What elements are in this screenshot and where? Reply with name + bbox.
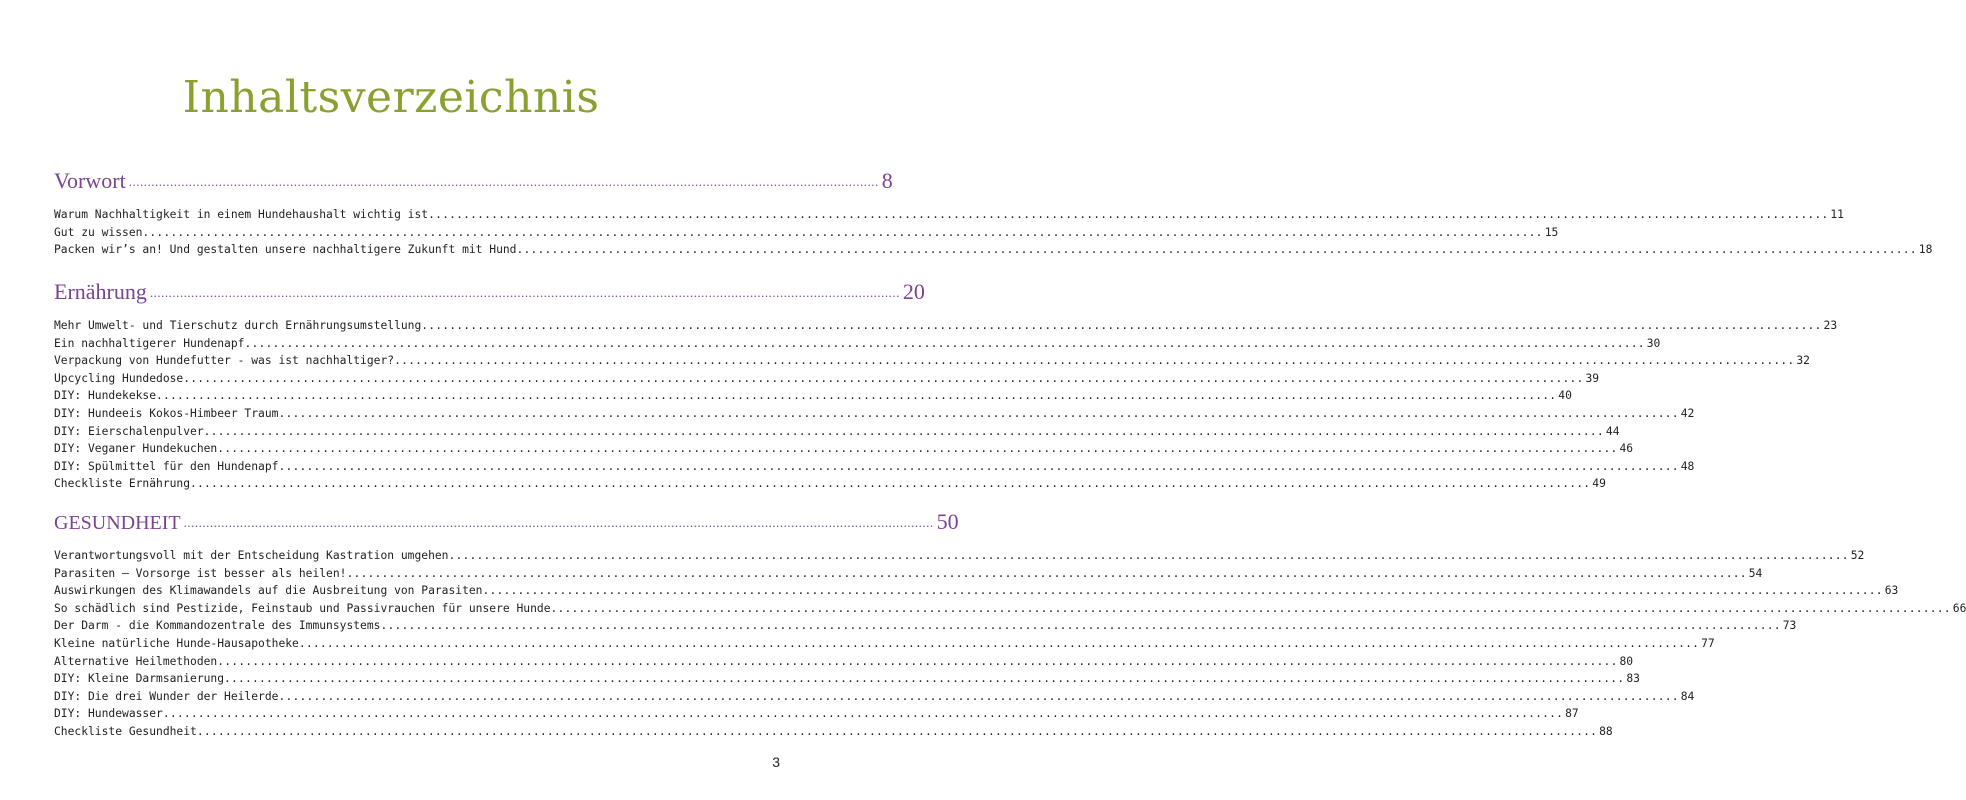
toc-entry-label: Verpackung von Hundefutter - was ist nachhaltiger?: [54, 354, 395, 368]
toc-entry-page-number: 18: [1918, 243, 1933, 257]
page-title: Inhaltsverzeichnis: [182, 72, 600, 123]
dot-leader: ........................................................................................................................................................................................................: [190, 477, 1591, 491]
toc-entry-page-number: 42: [1680, 406, 1695, 420]
section-heading-label: GESUNDHEIT: [54, 512, 181, 534]
toc-entry[interactable]: [54, 459, 1695, 478]
toc-entry-label: Warum Nachhaltigkeit in einem Hundehaushalt wichtig ist: [54, 208, 429, 221]
toc-entry-page-number: 39: [1585, 371, 1600, 385]
dot-leader: ........................................................................................................................................................................................................: [516, 243, 1917, 257]
page-number: 3: [772, 754, 780, 770]
toc-entry[interactable]: [54, 371, 1600, 390]
toc-entry[interactable]: [54, 689, 1695, 708]
toc-entry-label: DIY: Hundewasser: [54, 707, 163, 721]
dot-leader: ........................................................................................................................................................................................................: [278, 459, 1679, 473]
toc-entry-page-number: 40: [1558, 389, 1572, 403]
toc-entry[interactable]: [54, 319, 1838, 337]
toc-entry[interactable]: [54, 406, 1695, 425]
toc-entry[interactable]: [54, 654, 1634, 673]
entry-list: [54, 208, 1933, 261]
toc-entry[interactable]: [54, 707, 1579, 725]
entry-list: [54, 549, 1966, 743]
toc-entry[interactable]: [54, 354, 1810, 372]
dot-leader: ........................................................................................................................................................................................................: [448, 549, 1849, 562]
toc-entry-page-number: 44: [1605, 424, 1620, 438]
toc-entry[interactable]: [54, 225, 1559, 244]
toc-entry-label: So schädlich sind Pestizide, Feinstaub und Passivrauchen für unsere Hunde: [54, 601, 551, 615]
dot-leader: ........................................................................................................................................................................................................: [550, 601, 1951, 615]
toc-entry-label: Verantwortungsvoll mit der Entscheidung Kastration umgehen: [54, 549, 449, 562]
toc-entry-page-number: 23: [1823, 319, 1838, 332]
toc-entry-label: Checkliste Ernährung: [54, 477, 191, 491]
toc-entry-label: DIY: Kleine Darmsanierung: [54, 672, 225, 686]
dot-leader: ........................................................................................................................................................................................................: [380, 619, 1781, 633]
section-page-number: 20: [902, 279, 925, 304]
toc-entry-page-number: 73: [1782, 619, 1797, 633]
toc-entry-page-number: 11: [1830, 208, 1844, 221]
section-heading[interactable]: [54, 279, 925, 307]
toc-entry[interactable]: [54, 336, 1661, 355]
section-page-number: 50: [936, 509, 959, 534]
dot-leader: ........................................................................................................................................................................................................: [156, 389, 1557, 403]
section-heading[interactable]: [54, 168, 893, 196]
toc-entry[interactable]: [54, 619, 1797, 637]
toc-entry-page-number: 83: [1626, 672, 1640, 686]
section-ernaehrung: [54, 279, 1838, 495]
dot-leader: ........................................................................................................................................................................................................: [203, 424, 1604, 438]
toc-entry-page-number: 52: [1850, 549, 1865, 562]
dot-leader: ........................................................................................................................................................................................................: [217, 442, 1618, 456]
dot-leader: ........................................................................................................................................................................................................: [196, 724, 1598, 738]
toc-entry[interactable]: [54, 424, 1620, 443]
dot-leader: ........................................................................................................................................................................................................: [346, 566, 1747, 580]
toc-entry-label: Parasiten – Vorsorge ist besser als heilen!: [54, 566, 347, 580]
toc-entry[interactable]: [54, 672, 1640, 690]
dot-leader: ........................................................................................................................................................................................................: [149, 285, 900, 300]
entry-list: [54, 319, 1838, 495]
dot-leader: ........................................................................................................................................................................................................: [278, 689, 1679, 703]
toc-entry-label: DIY: Spülmittel für den Hundenapf: [54, 459, 279, 473]
section-heading-label: Ernährung: [54, 279, 147, 304]
toc-entry[interactable]: [54, 208, 1844, 226]
dot-leader: ........................................................................................................................................................................................................: [128, 174, 879, 189]
dot-leader: ........................................................................................................................................................................................................: [482, 584, 1883, 598]
section-gesundheit: [54, 509, 1966, 743]
toc-entry-page-number: 30: [1646, 336, 1661, 350]
toc-entry[interactable]: [54, 566, 1763, 585]
toc-entry-page-number: 77: [1701, 636, 1715, 650]
toc-entry-page-number: 80: [1619, 654, 1634, 668]
section-heading-label: Vorwort: [54, 168, 126, 193]
dot-leader: ........................................................................................................................................................................................................: [244, 336, 1645, 350]
toc-entry-label: Checkliste Gesundheit: [54, 724, 197, 738]
toc-entry-label: Mehr Umwelt- und Tierschutz durch Ernährungsumstellung: [54, 319, 422, 332]
toc-entry-page-number: 15: [1544, 225, 1559, 239]
dot-leader: ........................................................................................................................................................................................................: [394, 354, 1795, 368]
dot-leader: ........................................................................................................................................................................................................: [183, 371, 1584, 385]
toc-entry[interactable]: [54, 601, 1966, 620]
toc-entry[interactable]: [54, 724, 1613, 743]
toc-entry-page-number: 32: [1796, 354, 1810, 368]
toc-entry-label: DIY: Veganer Hundekuchen: [54, 442, 218, 456]
dot-leader: ........................................................................................................................................................................................................: [421, 319, 1822, 332]
toc-entry[interactable]: [54, 636, 1715, 655]
toc-entry[interactable]: [54, 549, 1865, 567]
dot-leader: ........................................................................................................................................................................................................: [162, 707, 1564, 721]
toc-entry[interactable]: [54, 243, 1933, 261]
toc-entry-page-number: 88: [1599, 724, 1613, 738]
section-heading[interactable]: [54, 509, 959, 537]
dot-leader: ........................................................................................................................................................................................................: [142, 225, 1543, 239]
toc-entry-page-number: 66: [1952, 601, 1966, 615]
dot-leader: ........................................................................................................................................................................................................: [217, 654, 1618, 668]
toc-entry-page-number: 54: [1748, 566, 1763, 580]
toc-entry-page-number: 48: [1680, 459, 1695, 473]
toc-entry-page-number: 87: [1565, 707, 1579, 721]
section-vorwort: [54, 168, 1933, 261]
dot-leader: ........................................................................................................................................................................................................: [428, 208, 1829, 221]
toc-entry-label: Gut zu wissen: [54, 225, 143, 239]
toc-entry-page-number: 63: [1884, 584, 1899, 598]
toc-entry-label: Packen wir’s an! Und gestalten unsere nachhaltigere Zukunft mit Hund: [54, 243, 517, 257]
dot-leader: ........................................................................................................................................................................................................: [278, 406, 1679, 420]
toc-entry[interactable]: [54, 584, 1899, 602]
toc-entry[interactable]: [54, 477, 1606, 495]
toc-entry-label: Auswirkungen des Klimawandels auf die Ausbreitung von Parasiten: [54, 584, 483, 598]
toc-entry-label: Ein nachhaltigerer Hundenapf: [54, 336, 245, 350]
toc-entry-label: DIY: Hundekekse: [54, 389, 157, 403]
toc-entry[interactable]: [54, 389, 1572, 407]
toc-entry-label: DIY: Hundeeis Kokos-Himbeer Traum: [54, 406, 279, 420]
dot-leader: ........................................................................................................................................................................................................: [298, 636, 1700, 650]
dot-leader: ........................................................................................................................................................................................................: [183, 515, 934, 530]
toc-entry-page-number: 84: [1680, 689, 1695, 703]
toc-entry-label: DIY: Die drei Wunder der Heilerde: [54, 689, 279, 703]
toc-entry-label: Der Darm - die Kommandozentrale des Immunsystems: [54, 619, 381, 633]
dot-leader: ........................................................................................................................................................................................................: [224, 672, 1625, 686]
toc-entry-label: Upcycling Hundedose: [54, 371, 184, 385]
toc-entry-page-number: 46: [1619, 442, 1634, 456]
section-page-number: 8: [881, 168, 893, 193]
toc-entry-label: Alternative Heilmethoden: [54, 654, 218, 668]
toc-entry-label: DIY: Eierschalenpulver: [54, 424, 204, 438]
toc-entry[interactable]: [54, 442, 1634, 460]
toc-entry-page-number: 49: [1592, 477, 1606, 491]
toc-entry-label: Kleine natürliche Hunde-Hausapotheke: [54, 636, 299, 650]
